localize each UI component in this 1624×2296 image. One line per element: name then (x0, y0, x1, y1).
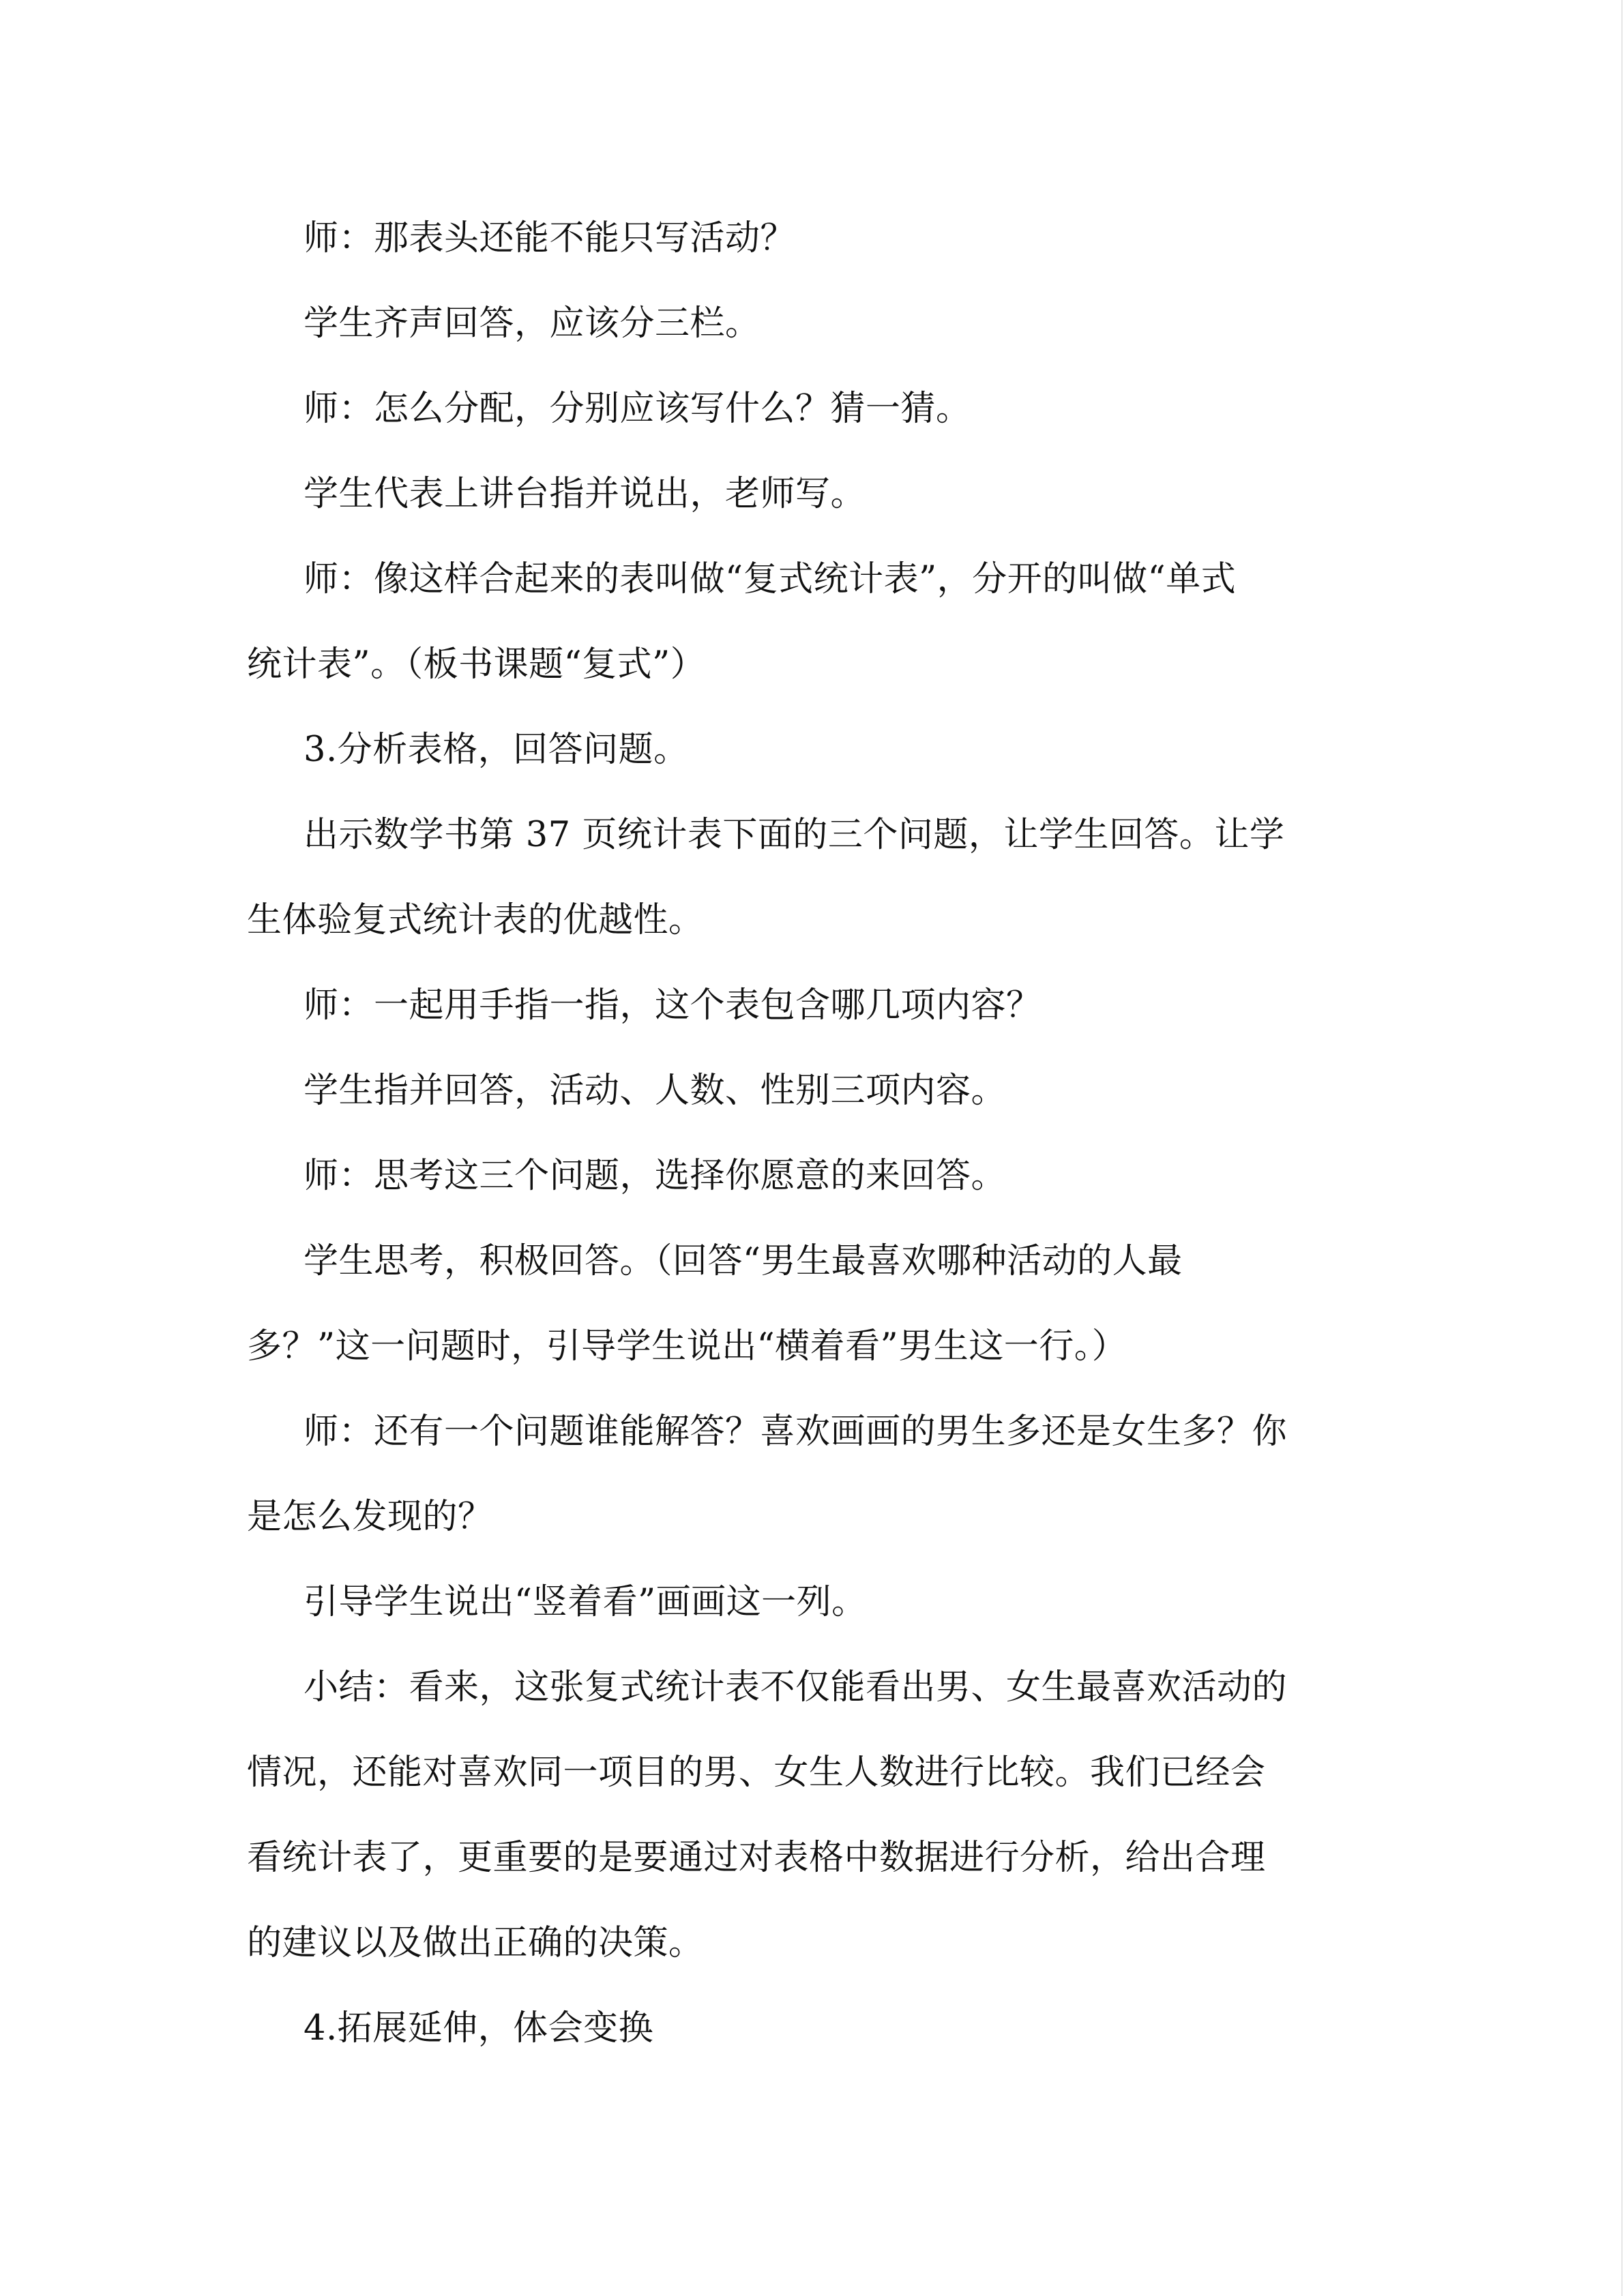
paragraph-line-2: 学生齐声回答，应该分三栏。 (304, 303, 761, 344)
paragraph-line-18: 小结：看来，这张复式统计表不仅能看出男、女生最喜欢活动的 (304, 1667, 1288, 1708)
paragraph-line-13: 学生思考，积极回答。（回答“男生最喜欢哪种活动的人最 (304, 1241, 1183, 1281)
paragraph-line-15: 师：还有一个问题谁能解答？喜欢画画的男生多还是女生多？你 (304, 1412, 1288, 1452)
paragraph-line-21: 的建议以及做出正确的决策。 (247, 1923, 704, 1963)
section-heading-4: 4.拓展延伸，体会变换 (304, 2008, 654, 2048)
paragraph-line-16: 是怎么发现的？ (247, 1497, 493, 1537)
paragraph-line-1: 师：那表头还能不能只写活动？ (304, 218, 796, 258)
paragraph-line-17: 引导学生说出“竖着看”画画这一列。 (304, 1582, 867, 1622)
paragraph-line-14: 多？”这一问题时，引导学生说出“横着看”男生这一行。） (247, 1326, 1127, 1367)
paragraph-line-3: 师：怎么分配，分别应该写什么？猜一猜。 (304, 389, 971, 429)
paragraph-line-12: 师：思考这三个问题，选择你愿意的来回答。 (304, 1156, 1007, 1196)
paragraph-line-4: 学生代表上讲台指并说出，老师写。 (304, 474, 866, 514)
paragraph-line-8: 出示数学书第 37 页统计表下面的三个问题，让学生回答。让学 (304, 815, 1285, 855)
page-edge-divider (1621, 0, 1623, 2296)
paragraph-line-11: 学生指并回答，活动、人数、性别三项内容。 (304, 1071, 1007, 1111)
section-heading-3: 3.分析表格，回答问题。 (304, 730, 689, 770)
paragraph-line-9: 生体验复式统计表的优越性。 (247, 900, 704, 940)
paragraph-line-20: 看统计表了，更重要的是要通过对表格中数据进行分析，给出合理 (247, 1838, 1266, 1878)
paragraph-line-6: 统计表”。（板书课题“复式”） (247, 644, 706, 685)
paragraph-line-5: 师：像这样合起来的表叫做“复式统计表”，分开的叫做“单式 (304, 559, 1237, 599)
paragraph-line-10: 师：一起用手指一指，这个表包含哪几项内容？ (304, 985, 1042, 1026)
paragraph-line-19: 情况，还能对喜欢同一项目的男、女生人数进行比较。我们已经会 (247, 1753, 1266, 1793)
